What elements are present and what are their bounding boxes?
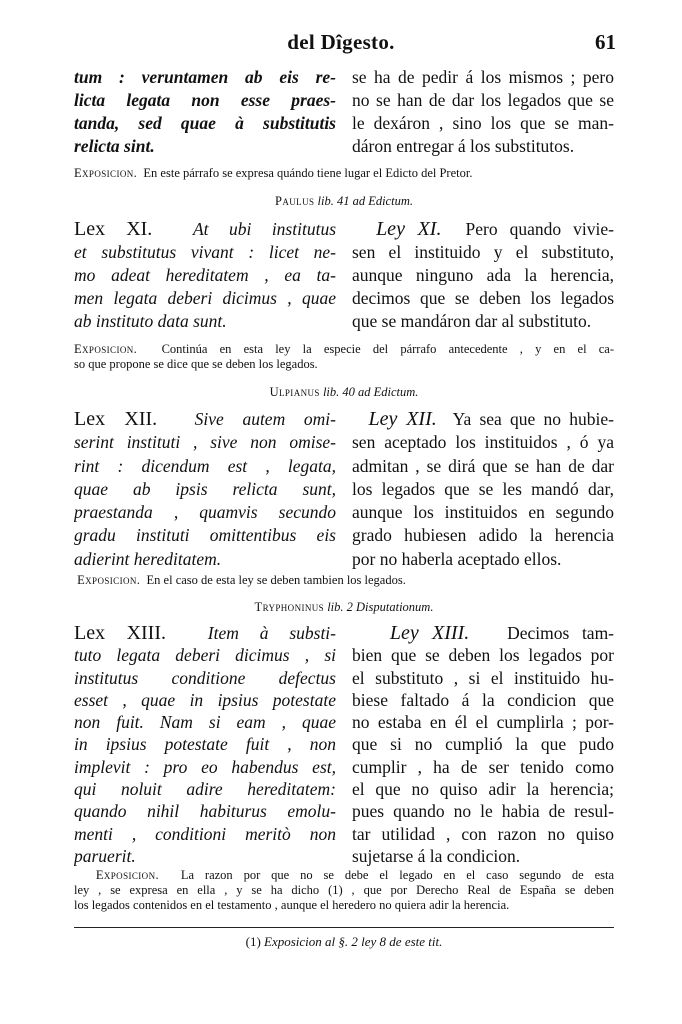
exposicion-line: los legados contenidos en el testamento , aunque el heredero no quiera adir la herencia. [74,898,510,912]
spanish-line: por no haberla aceptado ellos. [352,548,562,569]
spanish-line: Ley XII. Ya sea que no hubie- [368,408,614,430]
source-author: Ulpianus [269,385,320,399]
spanish-line: aunque ninguno ada la herencia, [352,265,614,285]
spanish-line: el substituto , si el instituido hu- [352,667,614,688]
latin-line: quae ab ipsis relicta sunt, [74,478,336,499]
source-work: lib. 40 ad Edictum. [322,385,419,399]
spanish-line: admitan , se dirá que se han de dar [352,455,614,476]
spanish-column [352,622,614,867]
latin-line: paruerit. [74,845,136,866]
latin-line: non fuit. Nam si eam , quae [74,712,336,733]
spanish-line: no se han de dar los legados que se [352,90,614,110]
spanish-column [352,66,614,158]
latin-column [74,408,336,571]
lex-label: Lex XIII. [74,622,167,644]
latin-line: implevit : pro eo habendus est, [74,756,336,777]
exposicion-line: Exposicion. Continúa en esta ley la especie del párrafo antecedente , y en el ca- [74,342,614,356]
source-citation [74,385,614,400]
ley-label: Ley XII. [368,408,437,430]
footnote-marker: (1) [245,934,261,949]
spanish-line: sen aceptado los instituidos , ó ya [352,432,614,453]
source-work: lib. 2 Disputationum. [327,600,434,614]
latin-line: serint instituti , sive non omise- [74,432,336,453]
spanish-line: bien que se deben los legados por [352,645,614,666]
latin-line: quando nihil habiturus emolu- [74,801,336,822]
latin-column [74,218,336,333]
exposicion-label: Exposicion. [74,166,138,180]
spanish-line: decimos que se deben los legados [352,288,614,308]
exposicion-label: Exposicion. [74,342,138,356]
spanish-line: Ley XI. Pero quando vivie- [376,218,614,240]
latin-line: rint : dicendum est , legata, [74,455,336,476]
latin-line: relicta sint. [74,136,155,156]
spanish-line: tar utilidad , con razon no quiso [352,823,614,844]
spanish-line: sujetarse á la condicion. [352,845,521,866]
latin-line: gradu instituti omittentibus eis [74,525,336,546]
spanish-line: que si no cumplió la que pudo [352,734,614,755]
latin-line: qui noluit adire hereditatem: [74,779,336,800]
source-work: lib. 41 ad Edictum. [317,194,413,208]
spanish-column [352,408,614,571]
exposicion-line: Exposicion. La razon por que no se debe el legado en el caso segundo de esta [95,868,614,882]
spanish-line: sen el instituido y el substituto, [352,242,614,262]
source-author: Tryphoninus [254,600,325,614]
latin-column [74,66,336,158]
exposicion-label: Exposicion. [95,868,159,882]
latin-line: institutus conditione defectus [74,667,336,688]
latin-line: et substitutus vivant : licet ne- [74,242,336,262]
exposicion [74,342,614,372]
spanish-column [352,218,614,333]
latin-line: in ipsius potestate fuit , non [74,734,336,755]
latin-line: praestanda , quamvis secundo [74,502,336,523]
latin-line: ab instituto data sunt. [74,311,227,331]
spanish-line: dáron entregar á los substitutos. [352,136,575,156]
running-title: del Dîgesto. [287,30,395,54]
latin-line: tum : veruntamen ab eis re- [74,67,336,87]
source-author: Paulus [275,194,315,208]
latin-line: mo adeat hereditatem , ea ta- [74,265,336,285]
exposicion-line: so que propone se dice que se deben los legados. [74,357,318,371]
spanish-line: que se mandáron dar al substituto. [352,311,592,331]
spanish-line: los legados que se les mandó dar, [352,478,614,499]
ley-label: Ley XI. [376,218,442,240]
continuation-block [74,66,614,158]
latin-line: Lex XI. At ubi institutus [74,218,336,240]
source-citation [74,194,614,209]
law-block-xi [74,218,614,338]
latin-line: licta legata non esse praes- [74,90,336,110]
law-block-xii [74,408,614,573]
exposicion [74,573,614,588]
spanish-line: aunque los instituidos en segundo [352,502,614,523]
footnote-rule [74,927,614,928]
spanish-line: le dexáron , sino los que se man- [352,113,614,133]
spanish-line: pues quando no le habia de resul- [352,801,614,822]
latin-line: Lex XIII. Item à substi- [74,622,336,644]
spanish-line: no estaba en él el cumplirla ; por- [352,712,614,733]
page-number: 61 [595,30,616,54]
law-block-xiii [74,622,614,868]
spanish-line: el que no quiso adir la herencia; [352,779,614,800]
footnote [74,934,614,950]
spanish-line: biese faltado á la condicion que [352,689,614,710]
latin-line: tanda, sed quae à substitutis [74,113,336,133]
exposicion [74,166,614,181]
running-head [0,30,682,60]
lex-label: Lex XI. [74,218,153,240]
spanish-line: se ha de pedir á los mismos ; pero [352,67,614,87]
latin-line: men legata deberi dicimus , quae [74,288,336,308]
exposicion-label: Exposicion. [77,573,141,587]
spanish-line: Ley XIII. Decimos tam- [389,622,614,644]
spanish-line: cumplir , ha de ser tenido como [352,756,614,777]
source-citation [74,600,614,615]
latin-line: adierint hereditatem. [74,548,222,569]
lex-label: Lex XII. [74,408,158,430]
latin-line: tuto legata deberi dicimus , si [74,645,336,666]
exposicion-line: Exposicion. En el caso de esta ley se deben tambien los legados. [77,573,406,587]
ley-label: Ley XIII. [389,622,470,644]
exposicion-line: Exposicion. En este párrafo se expresa quándo tiene lugar el Edicto del Pretor. [74,166,473,180]
spanish-line: grado hubiesen adido la herencia [352,525,614,546]
latin-line: menti , conditioni meritò non [74,823,336,844]
exposicion [74,868,614,913]
latin-line: esset , quae in ipsius potestate [74,689,336,710]
latin-column [74,622,336,867]
latin-line: Lex XII. Sive autem omi- [74,408,336,430]
footnote-text: Exposicion al §. 2 ley 8 de este tit. [264,934,443,949]
exposicion-line: ley , se expresa en ella , y se ha dicho (1) , que por Derecho Real de España se deben [74,883,614,897]
